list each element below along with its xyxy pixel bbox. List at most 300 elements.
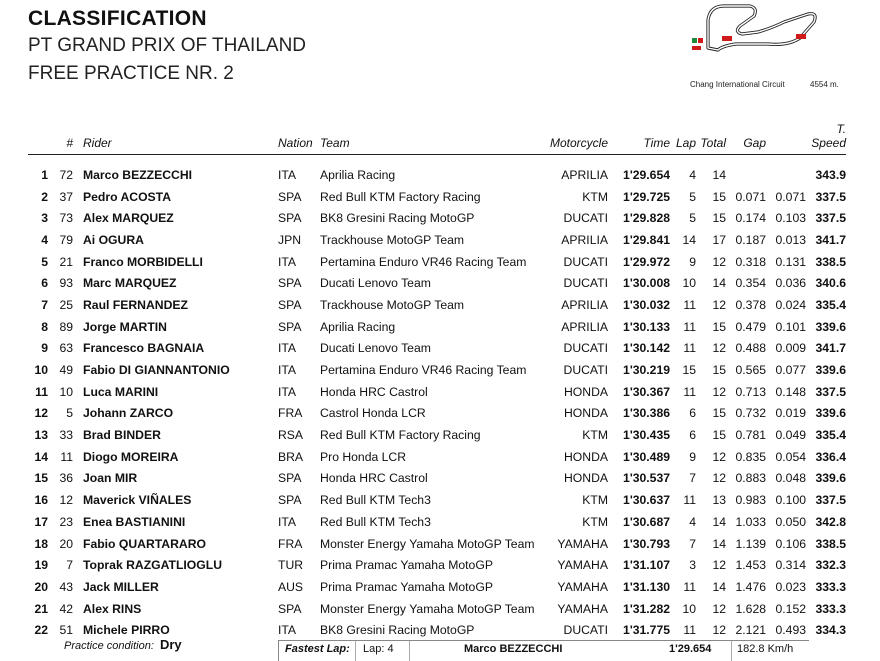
row-rider-number: 89 <box>59 319 73 334</box>
row-total-laps: 17 <box>712 232 726 247</box>
row-lap: 11 <box>683 319 696 334</box>
row-rider-number: 33 <box>59 428 73 443</box>
row-position: 18 <box>34 536 48 551</box>
row-gap-first: 1.139 <box>735 536 766 551</box>
row-lap: 6 <box>689 406 696 421</box>
row-total-laps: 12 <box>712 341 726 356</box>
row-lap: 7 <box>689 471 696 486</box>
row-position: 17 <box>34 514 48 529</box>
table-row <box>28 511 846 533</box>
row-motorcycle: DUCATI <box>563 211 608 226</box>
row-top-speed: 333.3 <box>815 579 846 594</box>
row-gap-previous: 0.013 <box>775 232 806 247</box>
row-rider-name: Enea BASTIANINI <box>83 514 186 529</box>
row-nation: ITA <box>278 623 297 638</box>
row-team: Prima Pramac Yamaha MotoGP <box>320 558 493 573</box>
row-team: Trackhouse MotoGP Team <box>320 232 465 247</box>
page-title: CLASSIFICATION <box>28 7 207 30</box>
row-rider-name: Fabio QUARTARARO <box>83 536 206 551</box>
row-total-laps: 13 <box>712 493 726 508</box>
row-nation: SPA <box>278 493 302 508</box>
fastest-lap-time: 1'29.654 <box>669 643 712 655</box>
row-nation: SPA <box>278 276 302 291</box>
row-gap-first: 1.453 <box>735 558 766 573</box>
col-total: Total <box>696 122 726 155</box>
row-time: 1'29.828 <box>623 211 670 226</box>
row-rider-name: Fabio DI GIANNANTONIO <box>83 363 230 378</box>
row-team: Honda HRC Castrol <box>320 384 428 399</box>
row-rider-number: 63 <box>59 341 73 356</box>
row-top-speed: 337.5 <box>815 211 846 226</box>
row-rider-name: Alex RINS <box>83 601 142 616</box>
row-rider-name: Alex MARQUEZ <box>83 211 174 226</box>
row-lap: 6 <box>689 428 696 443</box>
finish-marker <box>698 38 703 43</box>
row-top-speed: 342.8 <box>815 514 846 529</box>
row-top-speed: 339.6 <box>815 363 846 378</box>
row-total-laps: 12 <box>712 449 726 464</box>
row-top-speed: 334.3 <box>815 623 846 638</box>
header <box>28 6 306 88</box>
row-total-laps: 12 <box>712 384 726 399</box>
row-nation: JPN <box>278 232 302 247</box>
row-motorcycle: DUCATI <box>563 363 608 378</box>
row-motorcycle: YAMAHA <box>557 579 608 594</box>
table-row <box>28 489 846 511</box>
row-lap: 11 <box>683 341 696 356</box>
row-motorcycle: HONDA <box>563 384 608 399</box>
fastest-lap-speed: 182.8 Km/h <box>737 643 794 655</box>
row-motorcycle: HONDA <box>563 449 608 464</box>
row-team: Pertamina Enduro VR46 Racing Team <box>320 254 527 269</box>
row-rider-number: 20 <box>59 536 73 551</box>
row-rider-name: Diogo MOREIRA <box>83 449 179 464</box>
row-motorcycle: KTM <box>582 189 608 204</box>
table-row <box>28 338 846 360</box>
row-lap: 3 <box>689 558 696 573</box>
row-time: 1'30.367 <box>623 384 670 399</box>
row-nation: SPA <box>278 319 302 334</box>
col-pos <box>28 122 48 155</box>
col-gap-prev <box>766 122 806 155</box>
col-nation: Nation <box>278 122 320 155</box>
row-gap-previous: 0.023 <box>775 579 806 594</box>
row-gap-first: 0.354 <box>735 276 766 291</box>
row-time: 1'30.687 <box>623 514 670 529</box>
row-gap-previous: 0.009 <box>775 341 806 356</box>
row-rider-number: 51 <box>59 623 73 638</box>
row-team: Red Bull KTM Factory Racing <box>320 189 481 204</box>
row-team: Honda HRC Castrol <box>320 471 428 486</box>
row-motorcycle: KTM <box>582 428 608 443</box>
event-name: PT GRAND PRIX OF THAILAND <box>28 35 307 56</box>
row-rider-name: Michele PIRRO <box>83 623 170 638</box>
row-time: 1'29.841 <box>623 232 670 247</box>
practice-condition <box>64 637 182 652</box>
row-time: 1'30.032 <box>623 297 670 312</box>
row-top-speed: 337.5 <box>815 493 846 508</box>
row-lap: 11 <box>683 493 696 508</box>
col-time: Time <box>608 122 670 155</box>
row-team: Ducati Lenovo Team <box>320 341 431 356</box>
row-time: 1'30.637 <box>623 493 670 508</box>
row-nation: SPA <box>278 297 302 312</box>
row-team: Aprilia Racing <box>320 319 396 334</box>
row-gap-first: 0.565 <box>735 363 766 378</box>
row-motorcycle: APRILIA <box>561 297 608 312</box>
row-gap-previous: 0.131 <box>775 254 806 269</box>
row-rider-number: 10 <box>59 384 73 399</box>
col-rider: Rider <box>73 122 278 155</box>
row-gap-first: 0.174 <box>735 211 766 226</box>
row-top-speed: 337.5 <box>815 189 846 204</box>
row-position: 20 <box>34 579 48 594</box>
row-position: 8 <box>41 319 48 334</box>
classification-table <box>28 122 846 641</box>
fastest-lap-box <box>278 640 809 661</box>
row-motorcycle: DUCATI <box>563 341 608 356</box>
row-rider-number: 7 <box>66 558 73 573</box>
row-top-speed: 339.6 <box>815 319 846 334</box>
row-nation: RSA <box>278 428 304 443</box>
row-top-speed: 341.7 <box>815 341 846 356</box>
row-gap-first: 0.781 <box>735 428 766 443</box>
row-lap: 5 <box>689 189 696 204</box>
row-gap-previous: 0.050 <box>775 514 806 529</box>
row-lap: 14 <box>682 232 696 247</box>
row-nation: SPA <box>278 211 302 226</box>
table-row <box>28 207 846 229</box>
row-total-laps: 12 <box>712 471 726 486</box>
row-time: 1'29.654 <box>623 167 670 182</box>
table-row <box>28 359 846 381</box>
row-gap-first: 0.378 <box>735 297 766 312</box>
divider <box>731 641 732 661</box>
table-row <box>28 533 846 555</box>
row-time: 1'29.972 <box>623 254 670 269</box>
row-total-laps: 14 <box>712 167 726 182</box>
row-total-laps: 12 <box>712 623 726 638</box>
row-motorcycle: YAMAHA <box>557 558 608 573</box>
row-motorcycle: DUCATI <box>563 623 608 638</box>
row-top-speed: 343.9 <box>815 167 846 182</box>
table-row <box>28 229 846 251</box>
row-gap-previous: 0.036 <box>775 276 806 291</box>
row-time: 1'30.008 <box>623 276 670 291</box>
table-row <box>28 468 846 490</box>
row-rider-number: 43 <box>59 579 73 594</box>
row-motorcycle: YAMAHA <box>557 601 608 616</box>
row-total-laps: 15 <box>712 319 726 334</box>
start-marker <box>692 38 697 43</box>
row-top-speed: 336.4 <box>815 449 846 464</box>
row-rider-name: Ai OGURA <box>83 232 144 247</box>
row-team: Prima Pramac Yamaha MotoGP <box>320 579 493 594</box>
row-rider-name: Luca MARINI <box>83 384 159 399</box>
row-team: Pro Honda LCR <box>320 449 407 464</box>
row-gap-first: 1.033 <box>735 514 766 529</box>
sector-marker <box>796 34 806 39</box>
row-motorcycle: HONDA <box>563 471 608 486</box>
col-number: # <box>48 122 73 155</box>
row-nation: AUS <box>278 579 304 594</box>
row-total-laps: 15 <box>712 189 726 204</box>
row-rider-name: Jorge MARTIN <box>83 319 167 334</box>
circuit-map <box>688 0 848 95</box>
row-nation: FRA <box>278 406 303 421</box>
table-row <box>28 251 846 273</box>
row-top-speed: 335.4 <box>815 428 846 443</box>
row-position: 12 <box>34 406 48 421</box>
row-total-laps: 12 <box>712 254 726 269</box>
table-row <box>28 446 846 468</box>
row-gap-previous: 0.148 <box>775 384 806 399</box>
row-rider-name: Pedro ACOSTA <box>83 189 172 204</box>
row-position: 13 <box>34 428 48 443</box>
row-rider-name: Brad BINDER <box>83 428 161 443</box>
divider <box>355 641 356 661</box>
row-total-laps: 12 <box>712 558 726 573</box>
row-gap-previous: 0.077 <box>775 363 806 378</box>
row-motorcycle: DUCATI <box>563 254 608 269</box>
row-top-speed: 341.7 <box>815 232 846 247</box>
row-lap: 11 <box>683 297 696 312</box>
row-gap-first: 1.628 <box>735 601 766 616</box>
row-top-speed: 335.4 <box>815 297 846 312</box>
row-team: Aprilia Racing <box>320 167 396 182</box>
row-nation: SPA <box>278 189 302 204</box>
row-gap-previous: 0.314 <box>775 558 806 573</box>
row-total-laps: 15 <box>712 428 726 443</box>
row-gap-first: 0.071 <box>735 189 766 204</box>
row-position: 7 <box>41 297 48 312</box>
fastest-lap-label: Fastest Lap: <box>285 643 350 655</box>
row-total-laps: 15 <box>712 363 726 378</box>
row-time: 1'30.142 <box>623 341 670 356</box>
row-time: 1'30.435 <box>623 428 670 443</box>
table-row <box>28 554 846 576</box>
row-total-laps: 12 <box>712 297 726 312</box>
row-top-speed: 339.6 <box>815 471 846 486</box>
row-rider-number: 37 <box>59 189 73 204</box>
table-row <box>28 272 846 294</box>
row-rider-number: 25 <box>59 297 73 312</box>
row-rider-name: Raul FERNANDEZ <box>83 297 188 312</box>
row-team: Ducati Lenovo Team <box>320 276 431 291</box>
row-nation: ITA <box>278 384 297 399</box>
row-top-speed: 338.5 <box>815 254 846 269</box>
row-rider-name: Johann ZARCO <box>83 406 174 421</box>
row-gap-previous: 0.054 <box>775 449 806 464</box>
row-lap: 11 <box>683 623 696 638</box>
row-gap-previous: 0.103 <box>775 211 806 226</box>
row-position: 5 <box>41 254 48 269</box>
row-rider-number: 49 <box>59 363 73 378</box>
divider <box>409 641 410 661</box>
table-row <box>28 576 846 598</box>
pit-lane-marker <box>692 46 701 50</box>
condition-value: Dry <box>159 637 182 652</box>
row-motorcycle: KTM <box>582 493 608 508</box>
row-gap-first: 0.187 <box>735 232 766 247</box>
speed-trap-marker <box>722 36 732 41</box>
row-time: 1'30.793 <box>623 536 670 551</box>
row-total-laps: 14 <box>712 536 726 551</box>
row-rider-number: 93 <box>59 276 73 291</box>
row-gap-first: 0.835 <box>735 449 766 464</box>
row-top-speed: 337.5 <box>815 384 846 399</box>
col-lap: Lap <box>670 122 696 155</box>
row-position: 15 <box>34 471 48 486</box>
row-total-laps: 15 <box>712 406 726 421</box>
row-lap: 10 <box>682 276 696 291</box>
row-lap: 9 <box>689 449 696 464</box>
row-rider-name: Jack MILLER <box>83 579 159 594</box>
row-total-laps: 15 <box>712 211 726 226</box>
row-position: 21 <box>34 601 48 616</box>
row-position: 6 <box>41 276 48 291</box>
row-top-speed: 339.6 <box>815 406 846 421</box>
row-gap-previous: 0.024 <box>775 297 806 312</box>
row-gap-first: 0.318 <box>735 254 766 269</box>
row-position: 9 <box>41 341 48 356</box>
row-position: 3 <box>41 211 48 226</box>
row-time: 1'30.133 <box>623 319 670 334</box>
row-rider-name: Toprak RAZGATLIOGLU <box>83 558 223 573</box>
table-row <box>28 186 846 208</box>
table-row <box>28 598 846 620</box>
row-rider-number: 12 <box>59 493 73 508</box>
row-gap-previous: 0.493 <box>775 623 806 638</box>
row-gap-previous <box>766 164 806 186</box>
row-total-laps: 14 <box>712 276 726 291</box>
row-nation: SPA <box>278 471 302 486</box>
row-rider-name: Francesco BAGNAIA <box>83 341 205 356</box>
col-top-speed: T. Speed <box>806 122 846 155</box>
row-gap-previous: 0.049 <box>775 428 806 443</box>
row-lap: 11 <box>683 384 696 399</box>
col-team: Team <box>320 122 536 155</box>
row-team: Red Bull KTM Tech3 <box>320 514 431 529</box>
row-position: 4 <box>41 232 48 247</box>
row-lap: 11 <box>683 579 696 594</box>
row-top-speed: 333.3 <box>815 601 846 616</box>
row-total-laps: 14 <box>712 579 726 594</box>
row-rider-number: 11 <box>60 449 73 464</box>
fastest-lap-rider: Marco BEZZECCHI <box>464 643 563 655</box>
fastest-lap-number: Lap: 4 <box>363 643 394 655</box>
table-row <box>28 424 846 446</box>
table-row <box>28 294 846 316</box>
row-top-speed: 340.6 <box>815 276 846 291</box>
row-team: Red Bull KTM Tech3 <box>320 493 431 508</box>
col-gap: Gap <box>726 122 766 155</box>
row-gap-previous: 0.071 <box>775 189 806 204</box>
row-time: 1'30.219 <box>623 363 670 378</box>
row-team: Trackhouse MotoGP Team <box>320 297 465 312</box>
row-lap: 15 <box>682 363 696 378</box>
row-gap-first: 0.479 <box>735 319 766 334</box>
row-position: 2 <box>41 189 48 204</box>
circuit-name: Chang International Circuit <box>690 80 785 89</box>
row-rider-name: Maverick VIÑALES <box>83 493 192 508</box>
table-row <box>28 316 846 338</box>
row-motorcycle: DUCATI <box>563 276 608 291</box>
row-time: 1'30.489 <box>623 449 670 464</box>
row-lap: 4 <box>689 514 696 529</box>
row-team: Castrol Honda LCR <box>320 406 426 421</box>
row-team: Monster Energy Yamaha MotoGP Team <box>320 536 535 551</box>
row-rider-name: Joan MIR <box>83 471 138 486</box>
row-top-speed: 338.5 <box>815 536 846 551</box>
row-gap-first: 0.488 <box>735 341 766 356</box>
row-rider-number: 72 <box>59 167 73 182</box>
header-spacer <box>28 155 846 165</box>
row-rider-name: Marc MARQUEZ <box>83 276 177 291</box>
row-time: 1'30.537 <box>623 471 670 486</box>
row-team: Monster Energy Yamaha MotoGP Team <box>320 601 535 616</box>
col-motorcycle: Motorcycle <box>536 122 608 155</box>
row-total-laps: 12 <box>712 601 726 616</box>
row-time: 1'30.386 <box>623 406 670 421</box>
table-row <box>28 164 846 186</box>
row-time: 1'31.775 <box>623 623 670 638</box>
condition-label: Practice condition: <box>64 640 154 652</box>
row-rider-number: 5 <box>66 406 73 421</box>
row-gap-first: 1.476 <box>735 579 766 594</box>
row-position: 19 <box>34 558 48 573</box>
table-header-row <box>28 122 846 155</box>
row-nation: ITA <box>278 167 297 182</box>
row-rider-number: 23 <box>59 514 73 529</box>
circuit-length: 4554 m. <box>810 80 839 89</box>
row-rider-name: Marco BEZZECCHI <box>83 167 193 182</box>
row-nation: ITA <box>278 254 297 269</box>
row-time: 1'31.282 <box>623 601 670 616</box>
row-lap: 7 <box>689 536 696 551</box>
track-outline-icon <box>688 0 848 80</box>
row-gap-previous: 0.100 <box>775 493 806 508</box>
row-time: 1'29.725 <box>623 189 670 204</box>
row-gap-first <box>726 164 766 186</box>
row-total-laps: 14 <box>712 514 726 529</box>
row-team: Pertamina Enduro VR46 Racing Team <box>320 363 527 378</box>
row-lap: 5 <box>689 211 696 226</box>
row-motorcycle: APRILIA <box>561 319 608 334</box>
row-gap-first: 0.883 <box>735 471 766 486</box>
row-gap-previous: 0.106 <box>775 536 806 551</box>
row-rider-number: 79 <box>59 232 73 247</box>
row-nation: ITA <box>278 341 297 356</box>
row-lap: 10 <box>682 601 696 616</box>
row-position: 14 <box>34 449 48 464</box>
row-motorcycle: KTM <box>582 514 608 529</box>
row-team: Red Bull KTM Factory Racing <box>320 428 481 443</box>
row-time: 1'31.130 <box>623 579 670 594</box>
row-gap-first: 0.732 <box>735 406 766 421</box>
row-lap: 4 <box>689 167 696 182</box>
row-position: 11 <box>35 384 48 399</box>
row-motorcycle: HONDA <box>563 406 608 421</box>
row-top-speed: 332.3 <box>815 558 846 573</box>
row-gap-first: 0.983 <box>735 493 766 508</box>
row-lap: 9 <box>689 254 696 269</box>
row-motorcycle: APRILIA <box>561 167 608 182</box>
row-team: BK8 Gresini Racing MotoGP <box>320 623 475 638</box>
row-nation: ITA <box>278 514 297 529</box>
row-nation: FRA <box>278 536 303 551</box>
row-gap-previous: 0.019 <box>775 406 806 421</box>
